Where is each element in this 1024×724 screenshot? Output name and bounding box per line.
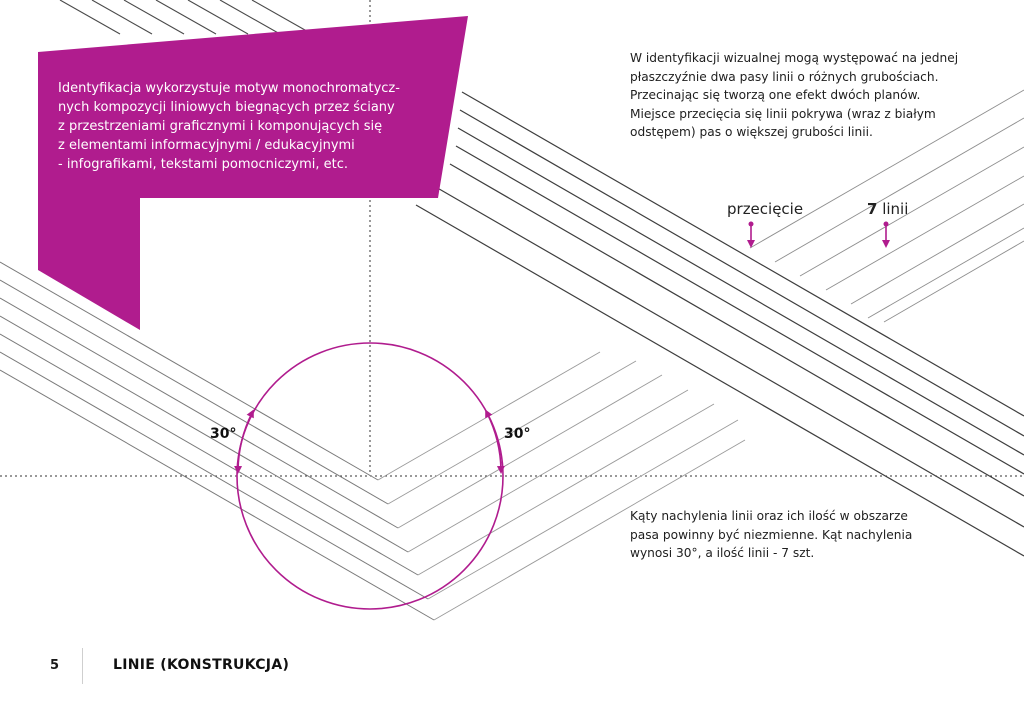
callout-text [58, 79, 458, 174]
intersection-label: przecięcie [727, 200, 804, 218]
description-line: Kąty nachylenia linii oraz ich ilość w obszarze [630, 509, 908, 523]
description-line: odstępem) pas o większej grubości linii. [630, 125, 873, 139]
top-stripe [60, 0, 312, 34]
callout-line: nych kompozycji liniowych biegnących przez ściany [58, 100, 395, 115]
thick-stripe [416, 92, 1024, 556]
page-number: 5 [50, 658, 60, 673]
description-line: wynosi 30°, a ilość linii - 7 szt. [630, 546, 815, 560]
lines-count-label [867, 200, 908, 218]
callout-line: - infografikami, tekstami pomocniczymi, etc. [58, 157, 349, 172]
callout-line: z elementami informacyjnymi / edukacyjnymi [58, 138, 355, 153]
description-line: pasa powinny być niezmienne. Kąt nachylenia [630, 527, 913, 542]
lines-count-word: linii [877, 200, 909, 218]
description-line: Miejsce przecięcia się linii pokrywa (wraz z białym [630, 106, 936, 121]
lines-pointer-dot [884, 222, 889, 227]
footer-divider [82, 648, 83, 684]
lines-count-number: 7 [867, 200, 878, 218]
chevron-right-lines [378, 352, 745, 620]
description-line: W identyfikacji wizualnej mogą występować na jednej [630, 51, 959, 65]
right-angle-label: 30° [504, 426, 531, 442]
description-top [630, 49, 1010, 142]
description-bottom [630, 507, 960, 563]
left-angle-label: 30° [210, 426, 237, 442]
callout-line: z przestrzeniami graficznymi i komponujących się [58, 119, 383, 134]
description-line: płaszczyźnie dwa pasy linii o różnych grubościach. [630, 69, 939, 84]
section-title: LINIE (KONSTRUKCJA) [113, 657, 290, 673]
intersection-pointer-dot [749, 222, 754, 227]
description-line: Przecinając się tworzą one efekt dwóch planów. [630, 88, 921, 102]
callout-line: Identyfikacja wykorzystuje motyw monochromatycz- [58, 81, 400, 96]
